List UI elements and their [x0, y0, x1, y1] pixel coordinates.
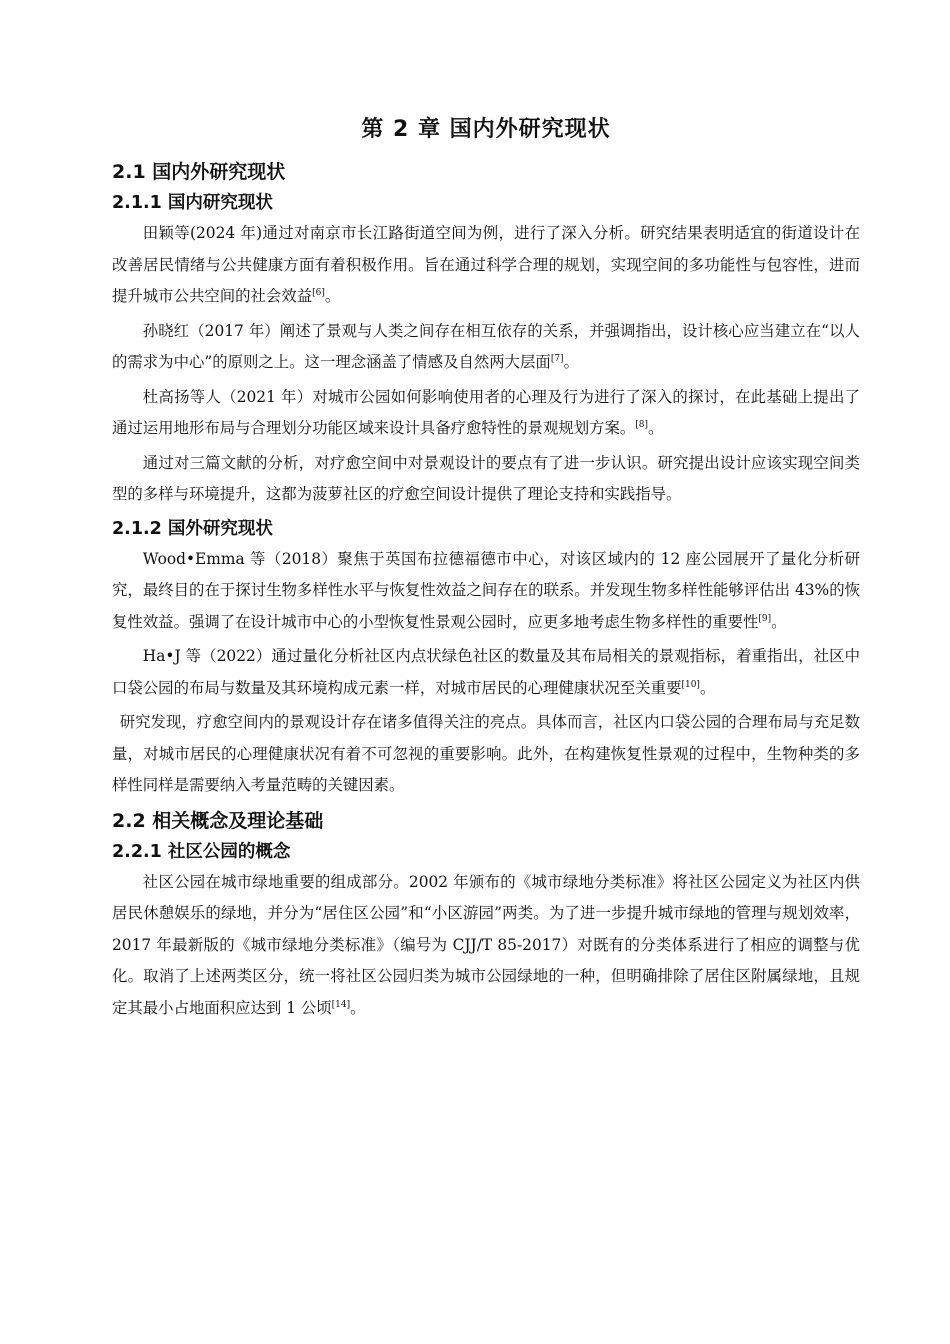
subsection-heading-2-1-1: 2.1.1 国内研究现状	[112, 193, 273, 213]
citation: [8]	[635, 419, 649, 430]
paragraph: Wood•Emma 等（2018）聚焦于英国布拉德福德市中心，对该区域内的 12 座公园展开了量化分析研究，最终目的在于探讨生物多样性水平与恢复性效益之间存在的联系。并发现生物多样性能够评估出 43%的恢复性效益。强调了在设计城市中心的小型恢复性景观公园时，应更多地考虑生物多样性的重要性[9]。	[112, 549, 860, 631]
section-heading-2-2: 2.2 相关概念及理论基础	[112, 809, 324, 832]
section-heading-2-1: 2.1 国内外研究现状	[112, 161, 286, 183]
citation: [7]	[550, 353, 564, 364]
paragraph: 田颖等(2024 年)通过对南京市长江路街道空间为例，进行了深入分析。研究结果表明适宜的街道设计在改善居民情绪与公共健康方面有着积极作用。旨在通过科学合理的规划，实现空间的多功能性与包容性，进而提升城市公共空间的社会效益[6]。	[112, 224, 860, 305]
subsection-heading-2-1-2: 2.1.2 国外研究现状	[112, 518, 273, 539]
subsection-heading-2-2-1: 2.2.1 社区公园的概念	[112, 841, 291, 862]
document-page	[112, 112, 860, 1027]
chapter-title: 第 2 章 国内外研究现状	[361, 117, 611, 142]
citation: [14]	[331, 999, 351, 1010]
paragraph: 研究发现，疗愈空间内的景观设计存在诸多值得关注的亮点。具体而言，社区内口袋公园的合理布局与充足数量，对城市居民的心理健康状况有着不可忽视的重要影响。此外，在构建恢复性景观的过程中，生物种类的多样性同样是需要纳入考量范畴的关键因素。	[112, 713, 860, 794]
paragraph: Ha•J 等（2022）通过量化分析社区内点状绿色社区的数量及其布局相关的景观指标，着重指出，社区中口袋公园的布局与数量及其环境构成元素一样，对城市居民的心理健康状况至关重要[10]。	[112, 647, 860, 697]
paragraph: 杜高扬等人（2021 年）对城市公园如何影响使用者的心理及行为进行了深入的探讨，在此基础上提出了通过运用地形布局与合理划分功能区域来设计具备疗愈特性的景观规划方案。[8]。	[112, 387, 860, 437]
paragraph: 孙晓红（2017 年）阐述了景观与人类之间存在相互依存的关系，并强调指出，设计核心应当建立在“以人的需求为中心”的原则之上。这一理念涵盖了情感及自然两大层面[7]。	[112, 321, 860, 371]
paragraph: 社区公园在城市绿地重要的组成部分。2002 年颁布的《城市绿地分类标准》将社区公园定义为社区内供居民休憩娱乐的绿地，并分为“居住区公园”和“小区游园”两类。为了进一步提升城市绿地的管理与规划效率，2017 年最新版的《城市绿地分类标准》（编号为 CJJ/T 85-2017）对既有的分类体系进行了相应的调整与优化。取消了上述两类区分，统一将社区公园归类为城市公园绿地的一种，但明确排除了居住区附属绿地，且规定其最小占地面积应达到 1 公顷[14]。	[112, 872, 860, 1017]
citation: [6]	[312, 287, 325, 298]
paragraph: 通过对三篇文献的分析，对疗愈空间中对景观设计的要点有了进一步认识。研究提出设计应该实现空间类型的多样与环境提升，这都为菠萝社区的疗愈空间设计提供了理论支持和实践指导。	[112, 453, 860, 503]
citation: [9]	[758, 613, 772, 624]
citation: [10]	[681, 679, 700, 690]
